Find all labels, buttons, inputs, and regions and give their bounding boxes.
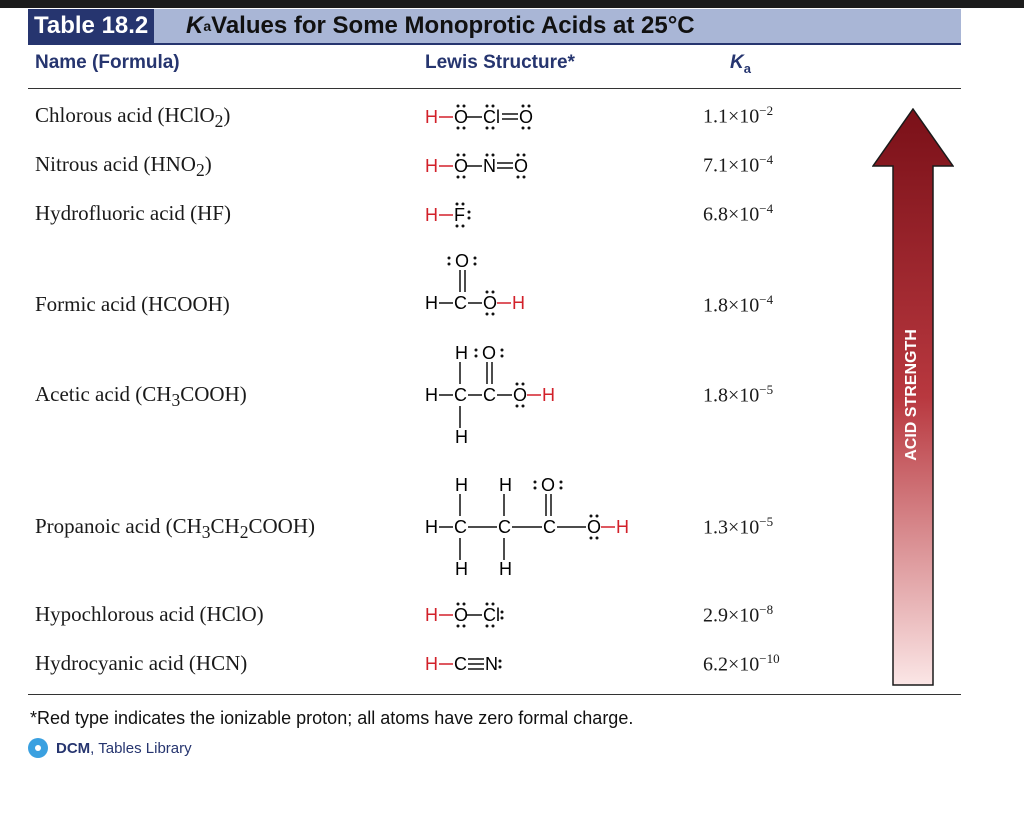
svg-text:H: H: [512, 293, 525, 313]
svg-text:C: C: [454, 385, 467, 405]
svg-text:C: C: [483, 385, 496, 405]
svg-text:C: C: [454, 517, 467, 537]
header-name: Name (Formula): [35, 52, 180, 73]
header-rule: [28, 88, 961, 89]
table-title-bar: [28, 9, 961, 45]
row-ka-hydrofluoric: $6.8\times 10^{-4}$: [703, 201, 774, 226]
svg-text:H: H: [425, 205, 438, 225]
row-ka-hydrocyanic: $6.2\times 10^{-10}$: [703, 651, 780, 676]
row-name-chlorous: Chlorous acid (HClO$_2$): [35, 103, 231, 132]
row-ka-chlorous: $1.1\times 10^{-2}$: [703, 103, 774, 128]
svg-text:H: H: [455, 343, 468, 363]
header-lewis: Lewis Structure*: [425, 52, 575, 73]
row-name-acetic: Acetic acid $(CH_3COOH)$: [35, 382, 247, 411]
svg-text:H: H: [455, 427, 468, 447]
svg-text:H: H: [616, 517, 629, 537]
svg-text:H: H: [425, 654, 438, 674]
lewis-hydrocyanic: [420, 649, 620, 679]
svg-text:N: N: [485, 654, 498, 674]
row-name-hydrofluoric: Hydrofluoric acid (HF): [35, 201, 231, 225]
lewis-acetic: [420, 340, 630, 450]
lewis-propanoic: [420, 472, 660, 582]
footer-rule: [28, 694, 961, 695]
lewis-hypochlorous: [420, 600, 620, 630]
svg-text:O: O: [541, 475, 556, 495]
svg-text:H: H: [455, 475, 468, 495]
table-title: K a Values for Some Monoprotic Acids at 25°C: [186, 12, 695, 39]
table-number: Table 18.2: [28, 9, 154, 43]
svg-text:H: H: [455, 559, 468, 579]
footnote: *Red type indicates the ionizable proton; all atoms have zero formal charge.: [30, 708, 634, 728]
svg-text:O: O: [513, 385, 528, 405]
lewis-nitrous: [420, 151, 620, 181]
svg-text:O: O: [454, 107, 469, 127]
header-ka: $K_a$: [730, 52, 751, 76]
lewis-chlorous: [420, 102, 620, 132]
row-name-propanoic: Propanoic acid $(CH_3CH_2COOH)$: [35, 514, 315, 543]
svg-text:H: H: [542, 385, 555, 405]
row-ka-acetic: $1.8\times 10^{-5}$: [703, 382, 774, 407]
row-ka-formic: $1.8\times 10^{-4}$: [703, 292, 774, 317]
svg-text:C: C: [454, 654, 467, 674]
lewis-formic: [420, 248, 620, 328]
svg-text:N: N: [483, 156, 496, 176]
svg-text:O: O: [483, 293, 498, 313]
top-bar: [0, 0, 1024, 8]
svg-text:Cl: Cl: [483, 605, 500, 625]
svg-text:F: F: [454, 205, 465, 225]
dcm-logo-icon: [28, 738, 48, 758]
svg-text:O: O: [514, 156, 529, 176]
svg-text:O: O: [587, 517, 602, 537]
row-name-nitrous: Nitrous acid $(HNO_2)$: [35, 152, 212, 181]
svg-text:O: O: [454, 605, 469, 625]
svg-text:C: C: [498, 517, 511, 537]
svg-text:H: H: [425, 156, 438, 176]
row-name-formic: Formic acid (HCOOH): [35, 292, 230, 316]
row-name-hydrocyanic: Hydrocyanic acid (HCN): [35, 651, 248, 675]
svg-text:H: H: [425, 517, 438, 537]
lewis-hydrofluoric: [420, 200, 620, 230]
svg-text:Cl: Cl: [483, 107, 500, 127]
row-ka-propanoic: $1.3\times 10^{-5}$: [703, 514, 774, 539]
svg-text:H: H: [425, 293, 438, 313]
svg-text:C: C: [543, 517, 556, 537]
acid-strength-label: ACID STRENGTH: [903, 329, 920, 461]
svg-text:H: H: [425, 605, 438, 625]
svg-text:O: O: [519, 107, 534, 127]
svg-text:H: H: [499, 559, 512, 579]
svg-text:H: H: [499, 475, 512, 495]
row-ka-nitrous: $7.1\times 10^{-4}$: [703, 152, 774, 177]
credit-line[interactable]: DCM , Tables Library: [28, 738, 192, 758]
svg-text:H: H: [425, 385, 438, 405]
svg-text:C: C: [454, 293, 467, 313]
svg-text:O: O: [482, 343, 497, 363]
svg-text:O: O: [454, 156, 469, 176]
svg-text:O: O: [455, 251, 470, 271]
row-name-hypochlorous: Hypochlorous acid (HClO): [35, 602, 264, 626]
row-ka-hypochlorous: $2.9\times 10^{-8}$: [703, 602, 774, 627]
svg-text:H: H: [425, 107, 438, 127]
